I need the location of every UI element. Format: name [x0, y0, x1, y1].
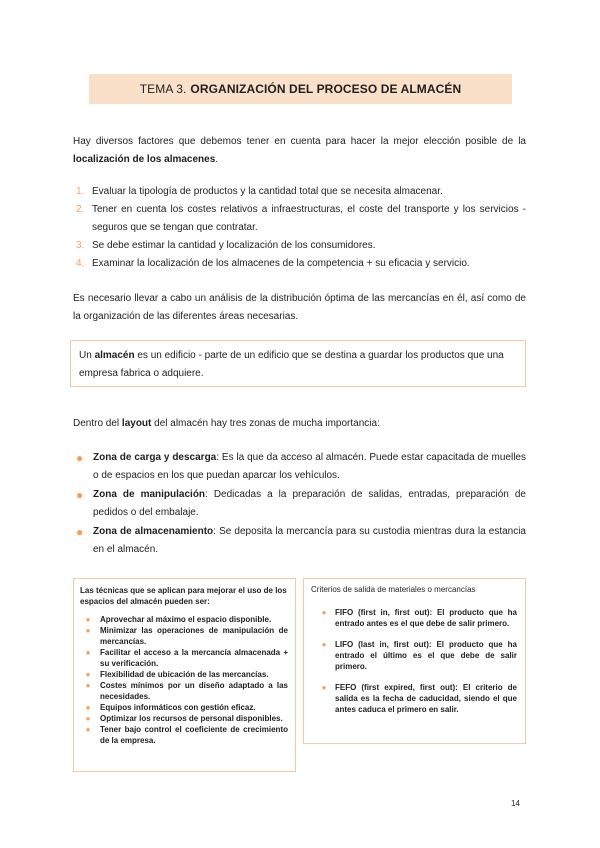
definition-bold: almacén: [94, 350, 135, 361]
item-text: Examinar la localización de los almacenes de la competencia + su eficacia y servicio.: [92, 258, 470, 269]
list-item: [311, 682, 517, 715]
bullet-icon: ●: [76, 451, 84, 465]
intro-paragraph: [73, 133, 526, 169]
criteria-intro: Criterios de salida de materiales o mercancías: [311, 585, 476, 594]
chapter-title-band: [89, 74, 512, 104]
zone-desc: : Es la que da acceso al almacén. Puede estar capacitada de muelles o de espacios en los que puedan aparcar los vehículos.: [93, 452, 526, 481]
item-number: 1.: [76, 186, 85, 197]
list-item: [311, 639, 517, 672]
item-text: Equipos informáticos con gestión eficaz.: [100, 703, 256, 712]
item-number: 4.: [76, 258, 85, 269]
item-text: Facilitar el acceso a la mercancía almacenada + su verificación.: [100, 648, 288, 668]
bullet-icon: ●: [85, 648, 91, 657]
factors-list: [76, 183, 526, 273]
list-item: [80, 713, 288, 724]
zones-list: [76, 449, 526, 560]
list-item: [76, 523, 526, 559]
item-number: 3.: [76, 240, 85, 251]
item-text: Optimizar los recursos de personal disponibles.: [100, 714, 283, 723]
item-text: Evaluar la tipología de productos y la cantidad total que se necesita almacenar.: [92, 186, 443, 197]
layout-intro: [73, 415, 526, 433]
criteria-list: [311, 607, 517, 715]
item-text: Minimizar las operaciones de manipulación de mercancías.: [100, 626, 288, 646]
item-text: Aprovechar al máximo el espacio disponible.: [100, 615, 272, 624]
item-text: Tener en cuenta los costes relativos a infraestructuras, el coste del transporte y los servicios - seguros que se tengan que contratar.: [92, 204, 526, 233]
item-text: Se debe estimar la cantidad y localización de los consumidores.: [92, 240, 376, 251]
item-text: Flexibilidad de ubicación de las mercancías.: [100, 670, 269, 679]
layout-bold: layout: [121, 418, 152, 429]
techniques-box: [73, 578, 296, 772]
list-item: [80, 647, 288, 669]
bullet-icon: ●: [85, 681, 91, 690]
zone-name: Zona de almacenamiento: [93, 526, 214, 537]
bullet-icon: ●: [85, 626, 91, 635]
list-item: [80, 669, 288, 680]
list-item: [311, 607, 517, 629]
list-item: [76, 237, 526, 255]
definition-post: es un edificio - parte de un edificio que se destina a guardar los productos que una empresa fabrica o adquiere.: [79, 350, 504, 379]
bullet-icon: ●: [321, 683, 327, 692]
criteria-key: FIFO (first in, first out):: [335, 608, 433, 617]
list-item: [80, 702, 288, 713]
zone-name: Zona de manipulación: [93, 489, 206, 500]
bullet-icon: ●: [321, 608, 327, 617]
bullet-icon: ●: [76, 525, 84, 539]
bullet-icon: ●: [85, 714, 91, 723]
criteria-key: FEFO (first expired, first out):: [335, 683, 458, 692]
analysis-paragraph: Es necesario llevar a cabo un análisis de la distribución óptima de las mercancías en él, así como de la organización de las diferentes áreas necesarias.: [73, 293, 526, 322]
list-item: [80, 680, 288, 702]
item-number: 2.: [76, 204, 85, 215]
techniques-intro: Las técnicas que se aplican para mejorar el uso de los espacios del almacén pueden ser:: [80, 586, 287, 606]
page-number: 14: [511, 799, 520, 808]
zone-desc: : Se deposita la mercancía para su custodia mientras dura la estancia en el almacén.: [93, 526, 526, 555]
bullet-icon: ●: [85, 703, 91, 712]
intro-text: Hay diversos factores que debemos tener en cuenta para hacer la mejor elección posible de la: [73, 136, 526, 147]
definition-pre: Un: [79, 350, 95, 361]
techniques-list: [80, 614, 288, 746]
list-item: [76, 255, 526, 273]
list-item: [80, 724, 288, 746]
list-item: [76, 201, 526, 237]
intro-end: .: [215, 154, 219, 165]
intro-bold: localización de los almacenes: [73, 154, 216, 165]
item-text: Tener bajo control el coeficiente de crecimiento de la empresa.: [100, 725, 288, 745]
bullet-icon: ●: [76, 488, 84, 502]
layout-post: del almacén hay tres zonas de mucha importancia:: [151, 418, 380, 429]
bullet-icon: ●: [85, 670, 91, 679]
bullet-icon: ●: [85, 615, 91, 624]
criteria-text: El criterio de salida es la fecha de caducidad, siendo el que antes caduca el primero en salir.: [335, 683, 518, 714]
zone-desc: : Dedicadas a la preparación de salidas, entradas, preparación de pedidos o del embalaje.: [93, 489, 526, 518]
list-item: [80, 614, 288, 625]
list-item: [80, 625, 288, 647]
item-text: Costes mínimos por un diseño adaptado a las necesidades.: [100, 681, 288, 701]
list-item: [76, 486, 526, 522]
definition-box: [70, 340, 526, 387]
zone-name: Zona de carga y descarga: [93, 452, 217, 463]
chapter-title: ORGANIZACIÓN DEL PROCESO DE ALMACÉN: [190, 82, 462, 96]
criteria-box: [303, 578, 526, 744]
criteria-key: LIFO (last in, first out):: [335, 640, 432, 649]
list-item: [76, 449, 526, 485]
chapter-prefix: TEMA 3.: [139, 82, 187, 96]
bullet-icon: ●: [85, 725, 91, 734]
criteria-text: El producto que ha entrado el último es el que debe de salir primero.: [335, 640, 517, 671]
list-item: [76, 183, 526, 201]
criteria-text: El producto que ha entrado antes es el que debe de salir primero.: [335, 608, 517, 628]
bullet-icon: ●: [321, 640, 327, 649]
layout-pre: Dentro del: [73, 418, 122, 429]
